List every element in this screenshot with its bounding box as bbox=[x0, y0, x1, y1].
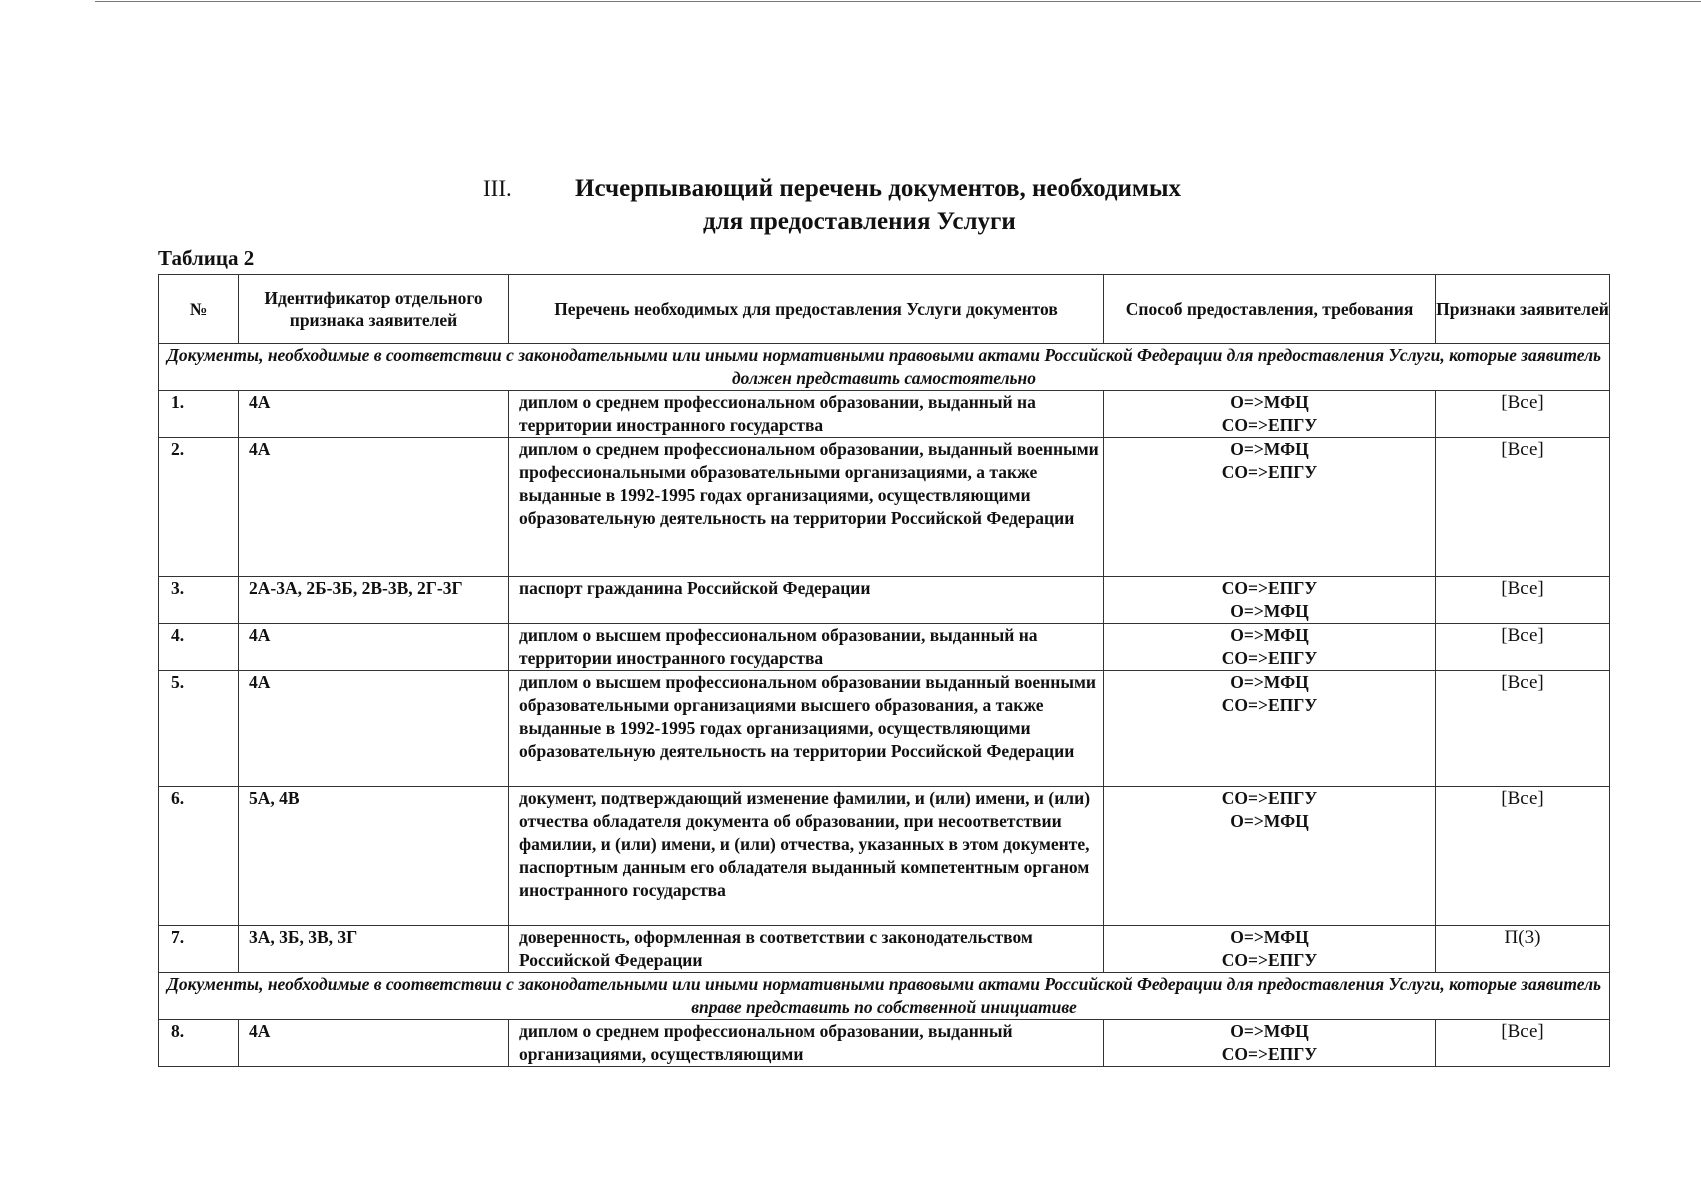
section-number: III. bbox=[483, 176, 512, 201]
method-line: СО=>ЕПГУ bbox=[1221, 950, 1318, 970]
row-signs: П(3) bbox=[1436, 926, 1610, 973]
method-line: О=>МФЦ bbox=[1230, 811, 1309, 831]
row-number: 7. bbox=[159, 926, 239, 973]
row-identifier: 4А bbox=[239, 671, 509, 787]
section-row bbox=[159, 344, 1610, 391]
method-line: СО=>ЕПГУ bbox=[1221, 462, 1318, 482]
table-row bbox=[159, 438, 1610, 577]
method-line: О=>МФЦ bbox=[1230, 625, 1309, 645]
section-row bbox=[159, 973, 1610, 1020]
row-signs: [Все] bbox=[1436, 577, 1610, 624]
method-line: СО=>ЕПГУ bbox=[1221, 695, 1318, 715]
row-signs: [Все] bbox=[1436, 1020, 1610, 1067]
heading-line-1: Исчерпывающий перечень документов, необходимых bbox=[575, 175, 1181, 202]
row-number: 2. bbox=[159, 438, 239, 577]
method-line: СО=>ЕПГУ bbox=[1221, 1044, 1318, 1064]
documents-table bbox=[158, 274, 1610, 1067]
method-line: СО=>ЕПГУ bbox=[1221, 648, 1318, 668]
row-method bbox=[1104, 787, 1436, 926]
row-document: доверенность, оформленная в соответствии с законодательством Российской Федерации bbox=[509, 926, 1104, 973]
top-rule bbox=[95, 1, 1701, 2]
row-method bbox=[1104, 577, 1436, 624]
table-row bbox=[159, 391, 1610, 438]
row-number: 4. bbox=[159, 624, 239, 671]
row-document: диплом о среднем профессиональном образовании, выданный на территории иностранного государства bbox=[509, 391, 1104, 438]
method-line: О=>МФЦ bbox=[1230, 927, 1309, 947]
row-method bbox=[1104, 926, 1436, 973]
table-row bbox=[159, 1020, 1610, 1067]
row-number: 1. bbox=[159, 391, 239, 438]
header-number: № bbox=[159, 275, 239, 344]
header-row bbox=[159, 275, 1610, 344]
method-line: О=>МФЦ bbox=[1230, 672, 1309, 692]
table-row bbox=[159, 577, 1610, 624]
row-signs: [Все] bbox=[1436, 624, 1610, 671]
row-identifier: 3А, 3Б, 3В, 3Г bbox=[239, 926, 509, 973]
row-number: 5. bbox=[159, 671, 239, 787]
table-row bbox=[159, 787, 1610, 926]
method-line: СО=>ЕПГУ bbox=[1221, 578, 1318, 598]
row-signs: [Все] bbox=[1436, 787, 1610, 926]
row-identifier: 5А, 4В bbox=[239, 787, 509, 926]
row-document: диплом о высшем профессиональном образовании выданный военными образовательными организациями высшего образования, а также выданные в 1992-1995 годах организациями, осуществляющими образовательную деятельность на территории Российской Федерации bbox=[509, 671, 1104, 787]
row-document: паспорт гражданина Российской Федерации bbox=[509, 577, 1104, 624]
row-identifier: 4А bbox=[239, 1020, 509, 1067]
row-identifier: 4А bbox=[239, 438, 509, 577]
method-line: О=>МФЦ bbox=[1230, 439, 1309, 459]
method-line: О=>МФЦ bbox=[1230, 392, 1309, 412]
row-number: 6. bbox=[159, 787, 239, 926]
row-method bbox=[1104, 391, 1436, 438]
row-method bbox=[1104, 624, 1436, 671]
table-row bbox=[159, 671, 1610, 787]
method-line: О=>МФЦ bbox=[1230, 601, 1309, 621]
section-title: Документы, необходимые в соответствии с законодательными или иными нормативными правовыми актами Российской Федерации для предоставления Услуги, которые заявитель должен представить самостоятельно bbox=[159, 344, 1610, 391]
method-line: О=>МФЦ bbox=[1230, 1021, 1309, 1041]
table-label: Таблица 2 bbox=[158, 246, 255, 270]
row-document: диплом о среднем профессиональном образовании, выданный военными профессиональными образовательными организациями, а также выданные в 1992-1995 годах организациями, осуществляющими образовательную деятельность на территории Российской Федерации bbox=[509, 438, 1104, 577]
row-method bbox=[1104, 671, 1436, 787]
row-number: 8. bbox=[159, 1020, 239, 1067]
row-method bbox=[1104, 438, 1436, 577]
heading-line-2: для предоставления Услуги bbox=[703, 208, 1016, 235]
row-method bbox=[1104, 1020, 1436, 1067]
method-line: СО=>ЕПГУ bbox=[1221, 788, 1318, 808]
header-identifier: Идентификатор отдельного признака заявителей bbox=[239, 275, 509, 344]
header-method: Способ предоставления, требования bbox=[1104, 275, 1436, 344]
row-identifier: 2А-3А, 2Б-3Б, 2В-3В, 2Г-3Г bbox=[239, 577, 509, 624]
row-identifier: 4А bbox=[239, 391, 509, 438]
row-identifier: 4А bbox=[239, 624, 509, 671]
section-title: Документы, необходимые в соответствии с законодательными или иными нормативными правовыми актами Российской Федерации для предоставления Услуги, которые заявитель вправе представить по собственной инициативе bbox=[159, 973, 1610, 1020]
row-document: диплом о высшем профессиональном образовании, выданный на территории иностранного государства bbox=[509, 624, 1104, 671]
table-row bbox=[159, 624, 1610, 671]
row-document: диплом о среднем профессиональном образовании, выданный организациями, осуществляющими bbox=[509, 1020, 1104, 1067]
table-row bbox=[159, 926, 1610, 973]
row-document: документ, подтверждающий изменение фамилии, и (или) имени, и (или) отчества обладателя документа об образовании, при несоответствии фамилии, и (или) имени, и (или) отчества, указанных в этом документе, паспортным данным его обладателя выданный компетентным органом иностранного государства bbox=[509, 787, 1104, 926]
row-signs: [Все] bbox=[1436, 438, 1610, 577]
header-documents: Перечень необходимых для предоставления Услуги документов bbox=[509, 275, 1104, 344]
row-number: 3. bbox=[159, 577, 239, 624]
row-signs: [Все] bbox=[1436, 671, 1610, 787]
row-signs: [Все] bbox=[1436, 391, 1610, 438]
header-signs: Признаки заявителей bbox=[1436, 275, 1610, 344]
method-line: СО=>ЕПГУ bbox=[1221, 415, 1318, 435]
